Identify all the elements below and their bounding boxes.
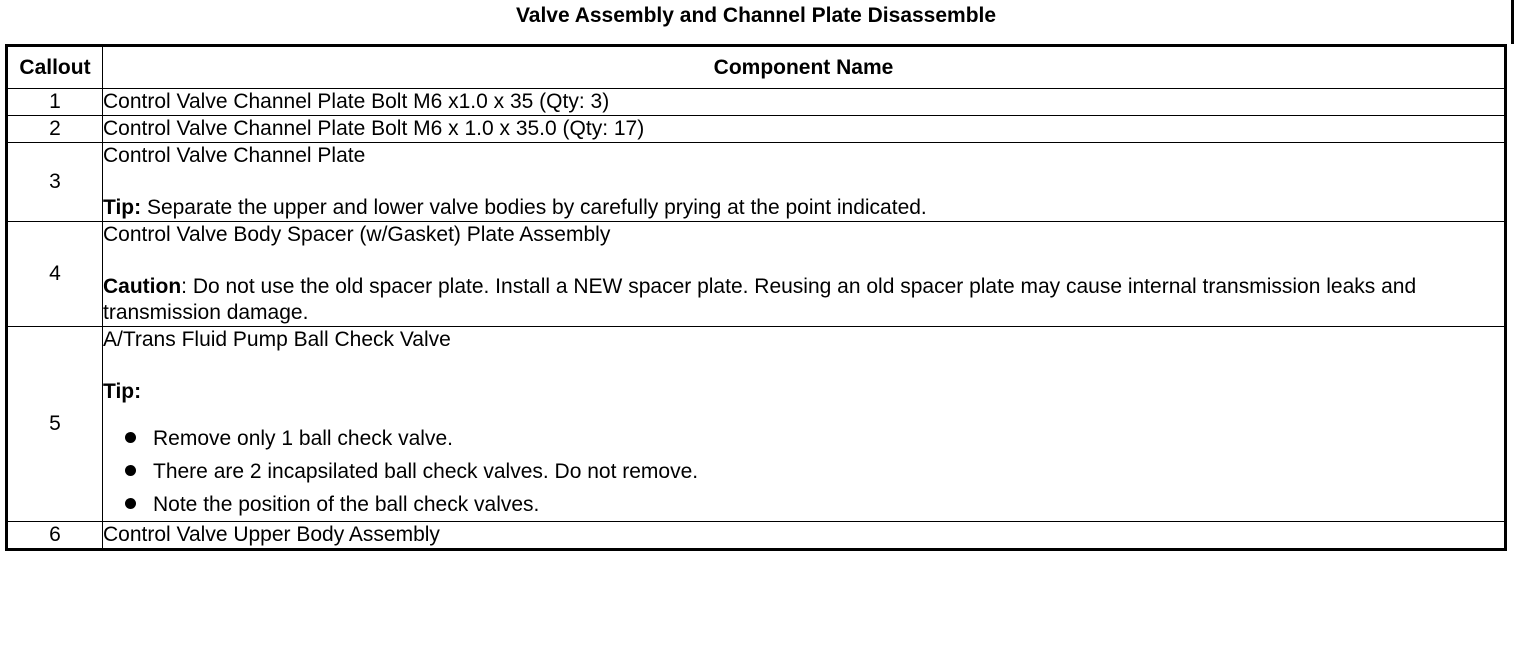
callout-column-header: Callout [7, 46, 103, 89]
table-row [7, 522, 1506, 550]
list-item [103, 455, 1504, 488]
paragraph-gap [103, 169, 1504, 195]
list-item [103, 488, 1504, 521]
table-row [7, 327, 1506, 522]
table-row [7, 222, 1506, 327]
component-name: A/Trans Fluid Pump Ball Check Valve [103, 328, 451, 351]
tip-label: Tip: [103, 196, 142, 219]
component-name-cell [103, 327, 1506, 522]
caution-note [103, 274, 1504, 326]
component-name: Control Valve Channel Plate [103, 144, 366, 167]
tip-text: Separate the upper and lower valve bodies by carefully prying at the point indicated. [141, 196, 927, 219]
caution-text: : Do not use the old spacer plate. Install a NEW spacer plate. Reusing an old spacer plate may cause internal transmission leaks and transmission damage. [103, 275, 1417, 324]
component-name-cell [103, 222, 1506, 327]
table-row [7, 116, 1506, 143]
component-name: Control Valve Body Spacer (w/Gasket) Plate Assembly [103, 223, 611, 246]
callout-cell: 2 [7, 116, 103, 143]
table-row [7, 143, 1506, 222]
bullet-icon [125, 465, 136, 476]
component-name-cell: Control Valve Channel Plate Bolt M6 x 1.0 x 35.0 (Qty: 17) [103, 116, 1506, 143]
callout-cell: 4 [7, 222, 103, 327]
document-title: Valve Assembly and Channel Plate Disassemble [515, 4, 997, 27]
table-header-row [7, 46, 1506, 89]
bullet-text: Note the position of the ball check valves. [153, 493, 540, 516]
bullet-text: Remove only 1 ball check valve. [153, 427, 453, 450]
caution-label: Caution [103, 275, 182, 298]
paragraph-gap [103, 248, 1504, 274]
component-name-cell [103, 143, 1506, 222]
callout-cell: 5 [7, 327, 103, 522]
callout-cell: 1 [7, 89, 103, 116]
component-name-column-header: Component Name [103, 46, 1506, 89]
table-row [7, 89, 1506, 116]
bullet-icon [125, 432, 136, 443]
callout-cell: 6 [7, 522, 103, 550]
component-name-cell: Control Valve Channel Plate Bolt M6 x1.0 x 35 (Qty: 3) [103, 89, 1506, 116]
paragraph-gap [103, 353, 1504, 379]
components-table [5, 44, 1507, 551]
tip-bullet-list [103, 422, 1504, 521]
callout-cell: 3 [7, 143, 103, 222]
tip-label: Tip: [103, 380, 142, 403]
component-name-cell: Control Valve Upper Body Assembly [103, 522, 1506, 550]
tip-note [103, 195, 1504, 221]
list-item [103, 422, 1504, 455]
bullet-text: There are 2 incapsilated ball check valves. Do not remove. [153, 460, 699, 483]
bullet-icon [125, 498, 136, 509]
